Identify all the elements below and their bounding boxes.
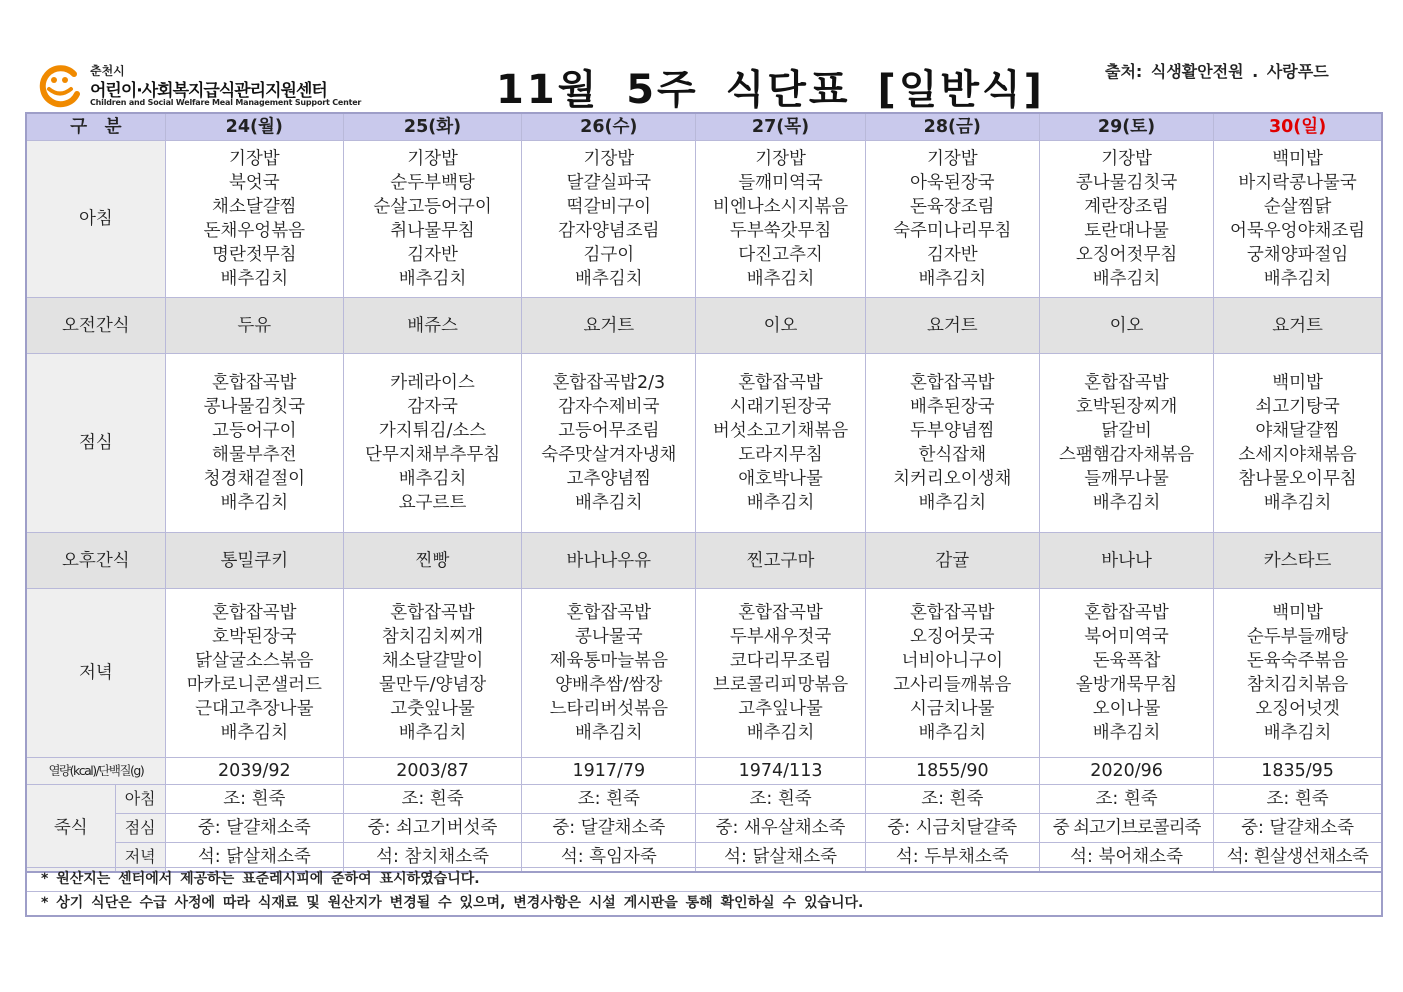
day-header: 24(월) <box>165 113 343 141</box>
menu-item: 두부새우젓국 <box>729 627 832 647</box>
menu-item: 순살고등어구이 <box>373 197 492 217</box>
menu-cell <box>1039 141 1213 298</box>
menu-item: 들깨무나물 <box>1084 469 1169 489</box>
dinner-row <box>26 589 1382 758</box>
menu-cell <box>865 354 1039 533</box>
menu-item: 가지튀김/소스 <box>378 421 487 441</box>
snack-cell: 카스타드 <box>1214 533 1382 589</box>
calorie-cell: 1917/79 <box>522 758 696 785</box>
menu-item: 혼합잡곡밥 <box>738 373 823 393</box>
row-label: 오후간식 <box>26 533 165 589</box>
menu-item: 아욱된장국 <box>910 173 995 193</box>
day-header: 28(금) <box>865 113 1039 141</box>
snack-cell: 요거트 <box>865 298 1039 354</box>
porridge-sublabel: 점심 <box>115 814 165 843</box>
menu-cell <box>1039 589 1213 758</box>
menu-item: 제육통마늘볶음 <box>549 651 668 671</box>
menu-item: 배추김치 <box>1263 269 1332 289</box>
row-label: 죽식 <box>26 785 115 873</box>
menu-item: 숙주미나리무침 <box>893 221 1012 241</box>
menu-item: 배추된장국 <box>910 397 995 417</box>
porridge-cell: 조: 흰죽 <box>1214 785 1382 814</box>
menu-cell <box>1214 141 1382 298</box>
menu-item: 호박된장국 <box>212 627 297 647</box>
menu-item: 기장밥 <box>228 149 280 169</box>
menu-item: 명란젓무침 <box>212 245 297 265</box>
day-header: 25(화) <box>343 113 521 141</box>
menu-item: 치커리오이생채 <box>893 469 1012 489</box>
menu-item: 다진고추지 <box>738 245 823 265</box>
menu-item: 김자반 <box>407 245 458 265</box>
porridge-cell: 중: 달걀채소죽 <box>522 814 696 843</box>
menu-item: 기장밥 <box>407 149 458 169</box>
page-title: 11월 5주 식단표 [일반식] <box>496 67 1045 113</box>
menu-item: 고등어무조림 <box>558 421 660 441</box>
menu-item: 카레라이스 <box>390 373 475 393</box>
porridge-cell: 조: 흰죽 <box>865 785 1039 814</box>
menu-item: 혼합잡곡밥 <box>390 603 475 623</box>
menu-cell <box>522 354 696 533</box>
menu-item: 혼합잡곡밥 <box>212 373 297 393</box>
pm-snack-row <box>26 533 1382 589</box>
menu-item: 닭갈비 <box>1101 421 1152 441</box>
snack-cell: 바나나우유 <box>522 533 696 589</box>
menu-item: 감자수제비국 <box>558 397 660 417</box>
menu-item: 배추김치 <box>398 723 467 743</box>
menu-item: 배추김치 <box>918 493 987 513</box>
porridge-cell: 중: 달걀채소죽 <box>165 814 343 843</box>
breakfast-row <box>26 141 1382 298</box>
row-label: 아침 <box>26 141 165 298</box>
logo-city: 춘천시 <box>90 64 125 78</box>
source-credit: 출처: 식생활안전원 . 사랑푸드 <box>1105 62 1329 81</box>
porridge-cell: 석: 흑임자죽 <box>522 843 696 873</box>
menu-item: 혼합잡곡밥 <box>910 603 995 623</box>
menu-item: 시금치나물 <box>910 699 995 719</box>
menu-item: 해물부추전 <box>212 445 297 465</box>
menu-item: 오이나물 <box>1092 699 1161 719</box>
porridge-cell: 중 쇠고기브로콜리죽 <box>1039 814 1213 843</box>
menu-item: 브로콜리피망볶음 <box>712 675 849 695</box>
menu-cell <box>696 354 865 533</box>
row-label: 열량(kcal)/단백질(g) <box>26 758 165 785</box>
menu-item: 바지락콩나물국 <box>1238 173 1357 193</box>
menu-item: 호박된장찌개 <box>1075 397 1178 417</box>
snack-cell: 배쥬스 <box>343 298 521 354</box>
calorie-cell: 1835/95 <box>1214 758 1382 785</box>
menu-item: 너비아니구이 <box>901 651 1004 671</box>
porridge-cell: 중: 쇠고기버섯죽 <box>343 814 521 843</box>
menu-item: 도라지무침 <box>738 445 823 465</box>
menu-item: 혼합잡곡밥 <box>738 603 823 623</box>
menu-item: 기장밥 <box>755 149 806 169</box>
menu-item: 야채달걀찜 <box>1255 421 1340 441</box>
snack-cell: 이오 <box>696 298 865 354</box>
day-header: 27(목) <box>696 113 865 141</box>
menu-item: 돈육폭찹 <box>1092 651 1161 671</box>
menu-cell <box>343 354 521 533</box>
menu-cell <box>165 354 343 533</box>
menu-item: 고등어구이 <box>212 421 297 441</box>
porridge-cell: 조: 흰죽 <box>1039 785 1213 814</box>
menu-item: 돈채우엉볶음 <box>203 221 306 241</box>
center-logo <box>38 62 378 112</box>
menu-item: 숙주맛살겨자냉채 <box>541 445 677 465</box>
menu-item: 혼합잡곡밥 <box>910 373 995 393</box>
menu-item: 채소달걀말이 <box>381 651 484 671</box>
logo-name: 어린이·사회복지급식관리지원센터 <box>90 81 327 101</box>
menu-item: 배추김치 <box>1092 723 1161 743</box>
menu-item: 떡갈비구이 <box>566 197 652 217</box>
menu-item: 배추김치 <box>1263 723 1332 743</box>
menu-item: 북엇국 <box>228 173 280 193</box>
menu-item: 계란장조림 <box>1084 197 1169 217</box>
am-snack-row <box>26 298 1382 354</box>
menu-item: 배추김치 <box>220 723 289 743</box>
porridge-cell: 석: 참치채소죽 <box>343 843 521 873</box>
menu-item: 취나물무침 <box>390 221 475 241</box>
calorie-cell: 1974/113 <box>696 758 865 785</box>
menu-item: 마카로니콘샐러드 <box>186 675 322 695</box>
porridge-cell: 조: 흰죽 <box>696 785 865 814</box>
day-header-sunday: 30(일) <box>1214 113 1382 141</box>
menu-item: 닭살굴소스볶음 <box>195 651 314 671</box>
snack-cell: 두유 <box>165 298 343 354</box>
menu-item: 혼합잡곡밥 <box>1084 373 1169 393</box>
snack-cell: 요거트 <box>522 298 696 354</box>
porridge-cell: 석: 두부채소죽 <box>865 843 1039 873</box>
menu-item: 시래기된장국 <box>729 397 832 417</box>
menu-item: 소세지야채볶음 <box>1238 445 1357 465</box>
porridge-sublabel: 저녁 <box>115 843 165 873</box>
menu-item: 배추김치 <box>1092 269 1161 289</box>
porridge-cell: 중: 새우살채소죽 <box>696 814 865 843</box>
porridge-cell: 조: 흰죽 <box>522 785 696 814</box>
menu-item: 참나물오이무침 <box>1238 469 1357 489</box>
menu-item: 배추김치 <box>220 493 289 513</box>
menu-item: 혼합잡곡밥2/3 <box>552 373 666 393</box>
menu-item: 백미밥 <box>1272 149 1323 169</box>
menu-item: 오징어넛겟 <box>1255 699 1340 719</box>
menu-item: 돈육장조림 <box>910 197 995 217</box>
snack-cell: 통밀쿠키 <box>165 533 343 589</box>
menu-cell <box>165 589 343 758</box>
menu-item: 순두부백탕 <box>390 173 475 193</box>
row-label: 오전간식 <box>26 298 165 354</box>
menu-item: 올방개묵무침 <box>1075 675 1178 695</box>
menu-item: 고추양념찜 <box>566 469 652 489</box>
menu-item: 요구르트 <box>398 493 467 513</box>
menu-item: 북어미역국 <box>1084 627 1169 647</box>
menu-item: 배추김치 <box>1092 493 1161 513</box>
menu-cell <box>343 589 521 758</box>
menu-item: 달걀실파국 <box>566 173 652 193</box>
logo-english-name: Children and Social Welfare Meal Management Support Center <box>90 98 362 107</box>
menu-item: 오징어뭇국 <box>910 627 995 647</box>
menu-item: 버섯소고기채볶음 <box>712 421 849 441</box>
menu-item: 배추김치 <box>746 269 815 289</box>
footnote-origin: * 원산지는 센터에서 제공하는 표준레시피에 준하여 표시하였습니다. <box>27 867 1381 891</box>
menu-item: 김자반 <box>926 245 978 265</box>
calorie-cell: 2039/92 <box>165 758 343 785</box>
menu-item: 근대고추장나물 <box>195 699 314 719</box>
menu-item: 배추김치 <box>918 269 987 289</box>
porridge-lunch-row <box>26 814 1382 843</box>
day-header: 29(토) <box>1039 113 1213 141</box>
menu-item: 참치김치찌개 <box>381 627 484 647</box>
snack-cell: 찐빵 <box>343 533 521 589</box>
row-label: 저녁 <box>26 589 165 758</box>
meal-plan-table <box>25 112 1383 873</box>
menu-item: 배추김치 <box>575 269 643 289</box>
menu-item: 스팸햄감자채볶음 <box>1058 445 1195 465</box>
menu-item: 고추잎나물 <box>738 699 823 719</box>
menu-item: 기장밥 <box>583 149 635 169</box>
menu-item: 배추김치 <box>1263 493 1332 513</box>
porridge-cell: 석: 닭살채소죽 <box>696 843 865 873</box>
menu-item: 혼합잡곡밥 <box>1084 603 1169 623</box>
calorie-row <box>26 758 1382 785</box>
menu-item: 두부쑥갓무침 <box>729 221 832 241</box>
category-header: 구 분 <box>26 113 165 141</box>
menu-item: 감자국 <box>407 397 458 417</box>
menu-item: 두부양념찜 <box>910 421 995 441</box>
calorie-cell: 2003/87 <box>343 758 521 785</box>
porridge-cell: 중: 달걀채소죽 <box>1214 814 1382 843</box>
porridge-cell: 석: 북어채소죽 <box>1039 843 1213 873</box>
menu-item: 배추김치 <box>398 269 467 289</box>
menu-item: 기장밥 <box>1101 149 1152 169</box>
menu-item: 배추김치 <box>398 469 467 489</box>
menu-cell <box>522 589 696 758</box>
menu-item: 배추김치 <box>220 269 289 289</box>
calorie-cell: 2020/96 <box>1039 758 1213 785</box>
porridge-cell: 조: 흰죽 <box>343 785 521 814</box>
menu-cell <box>865 589 1039 758</box>
menu-item: 참치김치볶음 <box>1246 675 1349 695</box>
menu-item: 백미밥 <box>1272 373 1323 393</box>
day-header: 26(수) <box>522 113 696 141</box>
menu-item: 콩나물김칫국 <box>1075 173 1178 193</box>
snack-cell: 찐고구마 <box>696 533 865 589</box>
menu-cell <box>343 141 521 298</box>
snack-cell: 이오 <box>1039 298 1213 354</box>
menu-item: 채소달걀찜 <box>212 197 297 217</box>
porridge-cell: 석: 닭살채소죽 <box>165 843 343 873</box>
porridge-cell: 석: 흰살생선채소죽 <box>1214 843 1382 873</box>
menu-item: 한식잡채 <box>918 445 987 465</box>
menu-item: 오징어젓무침 <box>1075 245 1178 265</box>
porridge-cell: 조: 흰죽 <box>165 785 343 814</box>
calorie-cell: 1855/90 <box>865 758 1039 785</box>
table-header-row <box>26 113 1382 141</box>
menu-cell <box>165 141 343 298</box>
menu-item: 감자양념조림 <box>558 221 660 241</box>
menu-item: 물만두/양념장 <box>378 675 487 695</box>
menu-item: 백미밥 <box>1272 603 1323 623</box>
menu-item: 궁채양파절임 <box>1246 245 1349 265</box>
footnotes <box>25 867 1383 917</box>
footnote-change: * 상기 식단은 수급 사정에 따라 식재료 및 원산지가 변경될 수 있으며, 변경사항은 시설 게시판을 통해 확인하실 수 있습니다. <box>27 891 1381 915</box>
snack-cell: 요거트 <box>1214 298 1382 354</box>
menu-item: 어묵우엉야채조림 <box>1229 221 1366 241</box>
menu-cell <box>1039 354 1213 533</box>
menu-cell <box>1214 589 1382 758</box>
menu-item: 애호박나물 <box>738 469 823 489</box>
menu-item: 비엔나소시지볶음 <box>712 197 849 217</box>
menu-item: 느타리버섯볶음 <box>549 699 668 719</box>
menu-item: 배추김치 <box>746 723 815 743</box>
menu-item: 고사리들깨볶음 <box>893 675 1012 695</box>
menu-item: 돈육숙주볶음 <box>1246 651 1349 671</box>
porridge-cell: 중: 시금치달걀죽 <box>865 814 1039 843</box>
menu-item: 혼합잡곡밥 <box>566 603 652 623</box>
menu-item: 들깨미역국 <box>738 173 823 193</box>
menu-item: 배추김치 <box>746 493 815 513</box>
snack-cell: 감귤 <box>865 533 1039 589</box>
menu-item: 배추김치 <box>575 723 643 743</box>
menu-item: 토란대나물 <box>1084 221 1169 241</box>
menu-item: 김구이 <box>583 245 635 265</box>
menu-cell <box>522 141 696 298</box>
menu-cell <box>865 141 1039 298</box>
menu-item: 고춧잎나물 <box>390 699 475 719</box>
menu-item: 순두부들깨탕 <box>1246 627 1349 647</box>
porridge-sublabel: 아침 <box>115 785 165 814</box>
row-label: 점심 <box>26 354 165 533</box>
menu-item: 혼합잡곡밥 <box>212 603 297 623</box>
menu-item: 콩나물국 <box>575 627 643 647</box>
menu-item: 배추김치 <box>918 723 987 743</box>
menu-item: 순살찜닭 <box>1263 197 1332 217</box>
snack-cell: 바나나 <box>1039 533 1213 589</box>
menu-cell <box>696 141 865 298</box>
menu-item: 코다리무조림 <box>729 651 832 671</box>
porridge-breakfast-row <box>26 785 1382 814</box>
menu-cell <box>696 589 865 758</box>
menu-item: 청경채겉절이 <box>203 469 306 489</box>
menu-item: 쇠고기탕국 <box>1255 397 1340 417</box>
menu-item: 콩나물김칫국 <box>203 397 306 417</box>
smile-logo-icon <box>38 64 82 108</box>
menu-cell <box>1214 354 1382 533</box>
menu-item: 양배추쌈/쌈장 <box>555 675 663 695</box>
menu-item: 단무지채부추무침 <box>364 445 501 465</box>
menu-item: 기장밥 <box>926 149 978 169</box>
menu-item: 배추김치 <box>575 493 643 513</box>
lunch-row <box>26 354 1382 533</box>
